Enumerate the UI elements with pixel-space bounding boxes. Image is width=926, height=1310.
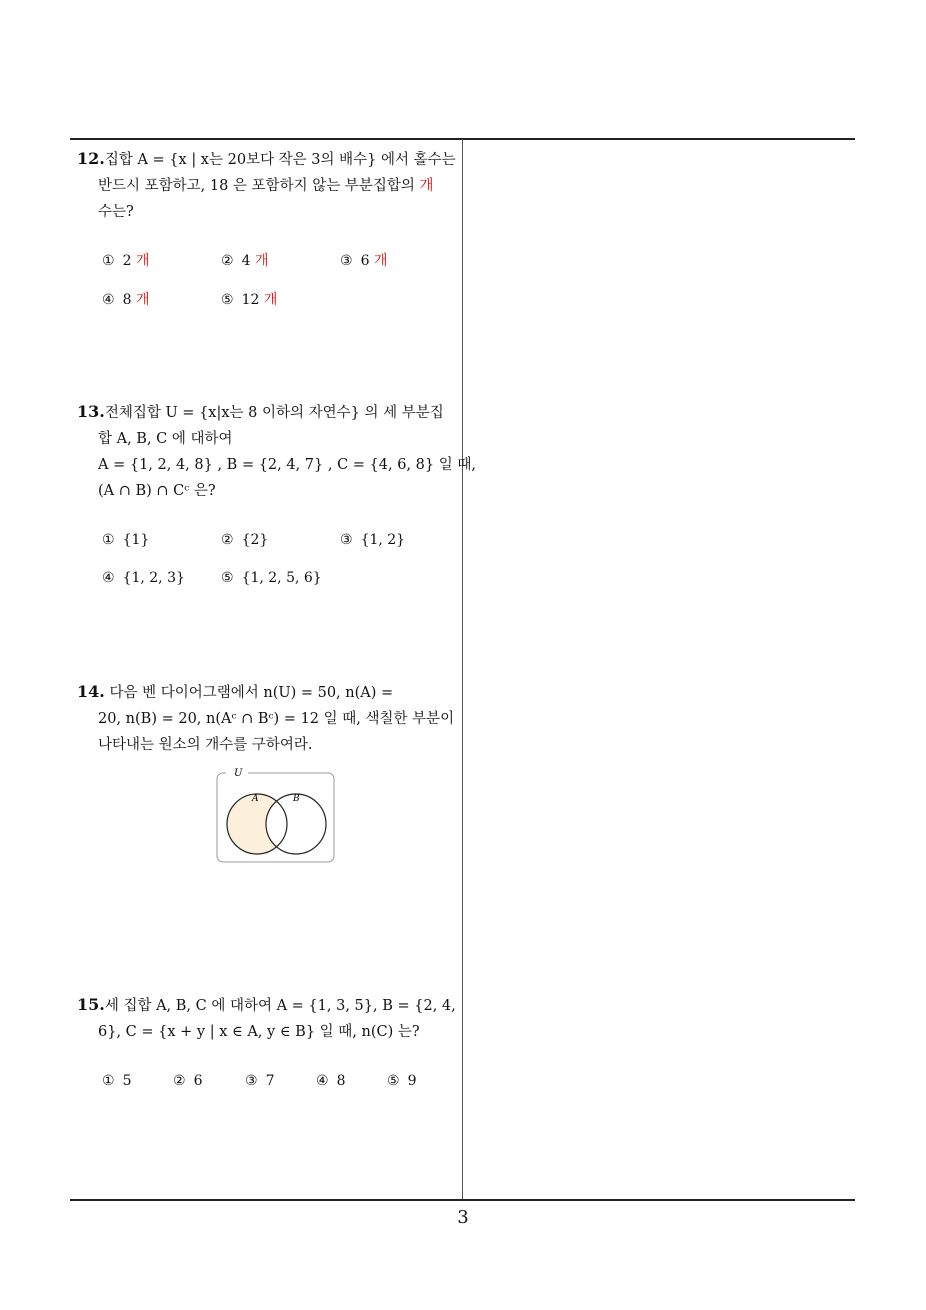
question-text: A = {1, 2, 4, 8} , B = {2, 4, 7} , C = {4, 6, 8} 일 때,: [98, 457, 476, 473]
choice-1[interactable]: ① 5: [102, 1073, 132, 1089]
choice-1[interactable]: ① {1}: [102, 532, 150, 548]
question-number: 12.: [77, 149, 105, 168]
question-text: 반드시 포함하고, 18 은 포함하지 않는 부분집합의: [98, 178, 420, 194]
question-text: 20, n(B) = 20, n(Aᶜ ∩ Bᶜ) = 12 일 때, 색칠한 부분이: [98, 711, 455, 727]
question-text: (A ∩ B) ∩ Cᶜ 은?: [98, 483, 216, 499]
choice-3[interactable]: ③ 6 개: [340, 253, 388, 269]
choice-2[interactable]: ② 6: [173, 1073, 203, 1089]
choice-3[interactable]: ③ {1, 2}: [340, 532, 406, 548]
choice-4[interactable]: ④ {1, 2, 3}: [102, 570, 185, 586]
question-14: [77, 679, 455, 758]
column-divider: [462, 139, 463, 1201]
question-12: [77, 146, 455, 225]
choice-2[interactable]: ② {2}: [221, 532, 269, 548]
question-text: 나타내는 원소의 개수를 구하여라.: [98, 737, 313, 753]
question-15: [77, 992, 455, 1045]
question-number: 15.: [77, 995, 105, 1014]
question-text: 6}, C = {x + y | x ∈ A, y ∈ B} 일 때, n(C) 는?: [98, 1024, 420, 1040]
choice-5[interactable]: ⑤ {1, 2, 5, 6}: [221, 570, 322, 586]
choice-5[interactable]: ⑤ 12 개: [221, 292, 278, 308]
question-text: 세 집합 A, B, C 에 대하여 A = {1, 3, 5}, B = {2, 4,: [104, 998, 456, 1014]
choice-4[interactable]: ④ 8: [316, 1073, 346, 1089]
question-text: 전체집합 U = {x|x는 8 이하의 자연수} 의 세 부분집: [104, 405, 444, 421]
question-text-red: 개: [419, 178, 434, 194]
universe-label: U: [234, 768, 243, 779]
question-13: [77, 399, 476, 504]
venn-diagram: [214, 766, 338, 870]
question-text: 수는?: [98, 204, 134, 220]
choice-2[interactable]: ② 4 개: [221, 253, 269, 269]
venn-diagram-svg: [214, 766, 338, 866]
question-text: 다음 벤 다이어그램에서 n(U) = 50, n(A) =: [109, 685, 394, 701]
bottom-rule: [70, 1199, 855, 1201]
set-b-label: B: [293, 794, 300, 804]
question-text: 집합 A = {x | x는 20보다 작은 3의 배수} 에서 홀수는: [104, 152, 456, 168]
choice-3[interactable]: ③ 7: [245, 1073, 275, 1089]
choice-1[interactable]: ① 2 개: [102, 253, 150, 269]
choice-4[interactable]: ④ 8 개: [102, 292, 150, 308]
question-number: 13.: [77, 402, 105, 421]
choice-5[interactable]: ⑤ 9: [387, 1073, 417, 1089]
set-a-label: A: [252, 794, 259, 804]
question-text: 합 A, B, C 에 대하여: [98, 431, 233, 447]
question-number: 14.: [77, 682, 105, 701]
page-number: 3: [457, 1207, 469, 1228]
